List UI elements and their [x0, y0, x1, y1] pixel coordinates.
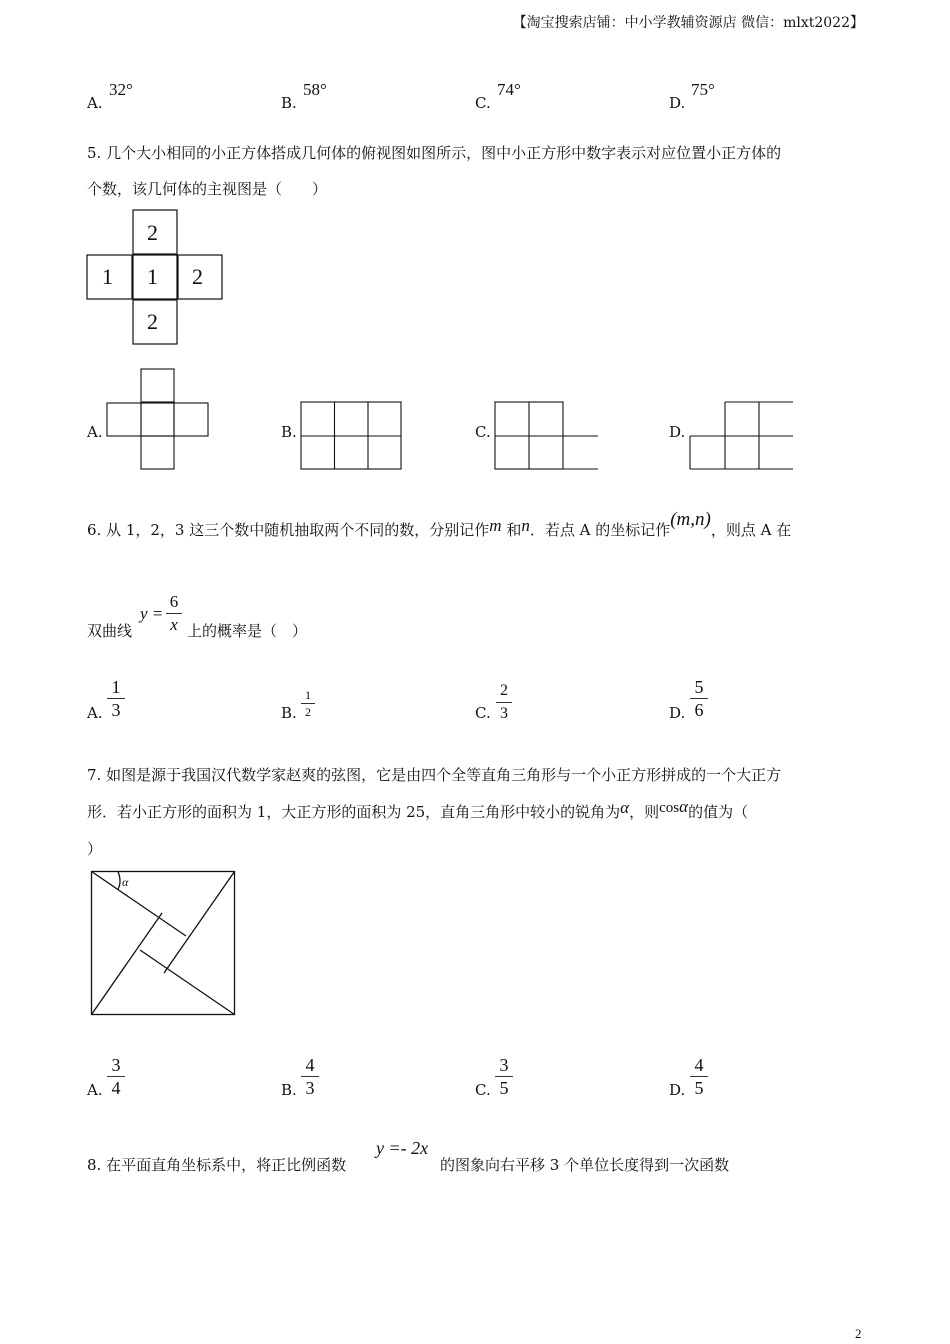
q7-option-d-den: 5 — [694, 1078, 704, 1098]
q4-option-b-label: B. — [281, 94, 297, 112]
q6-option-a-bar — [107, 698, 125, 699]
grid-cell-center: 1 — [147, 264, 158, 289]
q6-eq-y: y = — [140, 604, 164, 623]
q6-option-c-num: 2 — [500, 682, 508, 699]
q6-option-c-label: C. — [475, 704, 491, 722]
q7-alpha: α — [620, 798, 630, 817]
q4-option-d-label: D. — [669, 94, 686, 112]
q7-option-d-fraction — [690, 1055, 708, 1098]
q7-option-b-num: 4 — [305, 1055, 315, 1075]
q5-text-line2: 个数，该几何体的主视图是（ ） — [87, 180, 328, 198]
q4-option-b-value: 58° — [303, 80, 327, 99]
q6-var-n: n — [521, 516, 530, 535]
q7-alpha-2: α — [679, 797, 689, 816]
q6-option-c-fraction — [496, 681, 512, 724]
q6-option-d-num: 5 — [694, 677, 704, 697]
q7-option-c-den: 5 — [499, 1078, 509, 1098]
q7-option-c-bar — [495, 1076, 513, 1077]
q7-option-d-label: D. — [669, 1081, 686, 1099]
q6-eq-num: 6 — [169, 592, 179, 611]
q6-var-m: m — [489, 516, 502, 535]
q5-option-c-label: C. — [475, 423, 491, 441]
q6-option-b-den: 2 — [305, 705, 311, 719]
q8-equation: y =- 2x — [376, 1138, 429, 1158]
page-number: 2 — [855, 1326, 862, 1341]
grid-cell-right: 2 — [192, 264, 203, 289]
q4-option-d-value: 75° — [691, 80, 715, 99]
q6-text-line2-a: 双曲线 — [87, 622, 133, 640]
q7-text-line1: 7. 如图是源于我国汉代数学家赵爽的弦图，它是由四个全等直角三角形与一个小正方形拼成的一个大正方 — [87, 766, 782, 784]
q6-coord: (m,n) — [670, 509, 711, 530]
q7-option-d-num: 4 — [694, 1055, 704, 1075]
q7-option-a-bar — [107, 1076, 125, 1077]
q5-option-a-figure — [106, 369, 210, 470]
q7-text-line3: ） — [87, 840, 103, 858]
q4-option-c-value: 74° — [497, 80, 521, 99]
q5-option-a-label: A. — [87, 423, 103, 441]
q7-text-b: ，则 — [629, 803, 660, 821]
q5-option-c-figure — [494, 401, 600, 471]
q7-option-b-den: 3 — [305, 1078, 315, 1098]
q7-text-c: 的值为（ — [688, 803, 749, 821]
q5-option-b-label: B. — [281, 423, 297, 441]
q6-option-d-bar — [690, 698, 708, 699]
q7-option-b-bar — [301, 1076, 319, 1077]
q4-option-a-value: 32° — [109, 80, 133, 99]
q7-option-b-label: B. — [281, 1081, 297, 1099]
q7-option-c-num: 3 — [499, 1055, 509, 1075]
q6-option-c-bar — [496, 702, 512, 703]
q6-option-b-bar — [301, 703, 315, 704]
grid-cell-bottom: 2 — [147, 309, 158, 334]
q8-text-b: 的图象向右平移 3 个单位长度得到一次函数 — [440, 1156, 730, 1174]
q7-option-a-label: A. — [87, 1081, 103, 1099]
q6-text-line2-b: 上的概率是（ ） — [187, 622, 308, 640]
grid-cell-top: 2 — [147, 220, 158, 245]
q6-option-a-label: A. — [87, 704, 103, 722]
grid-cell-left: 1 — [102, 264, 113, 289]
q6-eq-bar — [166, 613, 182, 614]
q6-text-line1 — [87, 509, 792, 541]
q6-eq-den: x — [170, 615, 178, 634]
q6-text-c: ，则点 A 在 — [710, 521, 792, 539]
header-banner: 【淘宝搜索店铺：中小学教辅资源店 微信：mlxt2022】 — [512, 15, 864, 31]
q6-option-d-den: 6 — [694, 700, 704, 720]
q6-option-b-fraction — [301, 688, 315, 719]
q6-option-b-label: B. — [281, 704, 297, 722]
q7-option-a-num: 3 — [111, 1055, 121, 1075]
diagram-alpha-label: α — [122, 875, 129, 889]
q5-text-line1: 5. 几个大小相同的小正方体搭成几何体的俯视图如图所示，图中小正方形中数字表示对应位置小正方体的 — [87, 144, 782, 162]
q6-option-d-fraction — [690, 677, 708, 720]
q6-option-a-num: 1 — [111, 677, 121, 697]
q6-text-b: ．若点 A 的坐标记作 — [529, 521, 671, 539]
q6-option-b-num: 1 — [305, 688, 311, 702]
q6-text-a: 6. 从 1，2，3 这三个数中随机抽取两个不同的数，分别记作 — [87, 521, 490, 539]
q7-option-c-label: C. — [475, 1081, 491, 1099]
q4-option-c-label: C. — [475, 94, 491, 112]
q7-cos: cos — [659, 800, 680, 816]
q7-option-a-fraction — [107, 1055, 125, 1098]
q7-option-d-bar — [690, 1076, 708, 1077]
q6-option-a-den: 3 — [111, 700, 121, 720]
q6-option-a-fraction — [107, 677, 125, 720]
q4-option-a-label: A. — [87, 94, 103, 112]
zhao-shuang-chord-diagram — [90, 870, 236, 1016]
q5-option-b-figure — [300, 401, 403, 471]
q7-text-a: 形．若小正方形的面积为 1，大正方形的面积为 25，直角三角形中较小的锐角为 — [87, 803, 621, 821]
q5-option-d-label: D. — [669, 423, 686, 441]
q7-option-c-fraction — [495, 1055, 513, 1098]
q6-and: 和 — [506, 521, 522, 539]
q5-option-d-figure — [689, 401, 795, 471]
q6-option-d-label: D. — [669, 704, 686, 722]
q8-text-a: 8. 在平面直角坐标系中，将正比例函数 — [87, 1156, 347, 1174]
q7-option-b-fraction — [301, 1055, 319, 1098]
q6-option-c-den: 3 — [500, 705, 508, 722]
q7-option-a-den: 4 — [111, 1078, 121, 1098]
q6-eq-fraction — [166, 592, 182, 635]
q7-text-line2 — [87, 797, 749, 822]
